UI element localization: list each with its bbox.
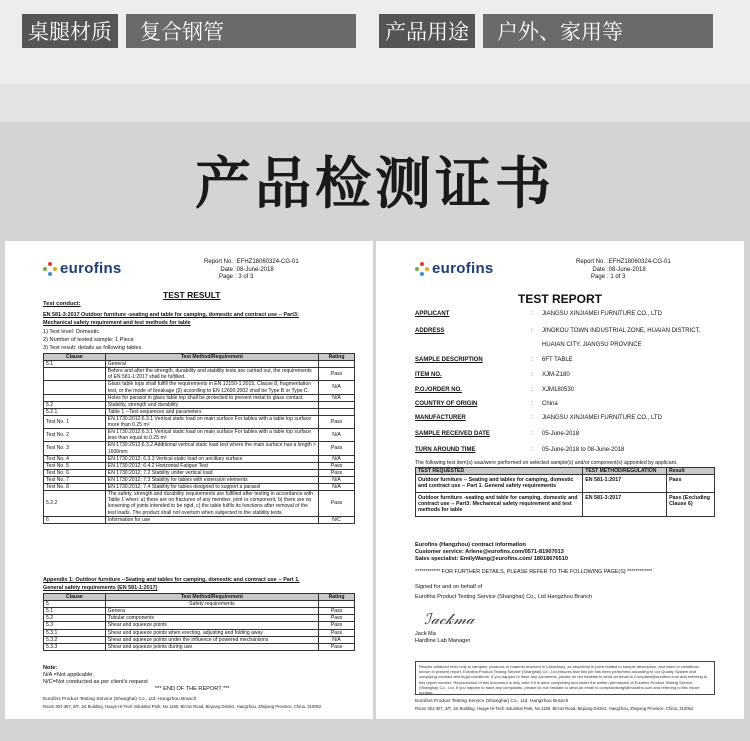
document-title: TEST REPORT bbox=[518, 292, 603, 306]
table-row bbox=[44, 462, 355, 469]
clause-cell: 5.3.2 bbox=[44, 636, 106, 643]
method-cell: EN 1730:2012; 7.2 Stability under vertical load bbox=[105, 469, 318, 476]
rating-cell: Pass bbox=[319, 629, 355, 636]
table-row bbox=[44, 601, 355, 608]
table-row bbox=[44, 643, 355, 650]
rating-cell: N/A bbox=[319, 484, 355, 491]
rating-cell: Pass bbox=[319, 643, 355, 650]
table-row bbox=[44, 394, 355, 401]
note-nc: N/C=Not conducted as per client's request bbox=[43, 679, 148, 685]
sales-specialist: Sales specialist: EmilyWang@eurofins.com/ 18018676510 bbox=[415, 556, 568, 562]
table-row bbox=[44, 636, 355, 643]
clause-cell: Test No. 4 bbox=[44, 455, 106, 462]
report-date: :08-June-2018 bbox=[235, 266, 274, 273]
test-method-cell: EN 581-3:2017 bbox=[583, 492, 667, 516]
eurofins-dots-icon bbox=[43, 262, 57, 276]
leg-material-value: 复合钢管 bbox=[126, 14, 356, 48]
table-row bbox=[44, 381, 355, 394]
rating-cell: N/C bbox=[319, 516, 355, 523]
result-intro: 3) Test result: details as following tables bbox=[43, 345, 142, 351]
field-label: P.O./ORDER NO. bbox=[415, 387, 462, 393]
clause-cell: Test No. 5 bbox=[44, 462, 106, 469]
note-title: Note: bbox=[43, 665, 58, 671]
customer-service: Customer service: Arlene@eurofins.com/0571-81907013 bbox=[415, 549, 564, 555]
table-row bbox=[44, 429, 355, 442]
table-row bbox=[44, 484, 355, 491]
signed-org: Eurofins Product Testing Service (Shanghai) Co., Ltd Hangzhou Branch bbox=[415, 594, 593, 600]
rating-cell: Pass bbox=[319, 368, 355, 381]
rating-cell: Pass bbox=[319, 415, 355, 428]
method-cell: Safety requirements bbox=[105, 601, 318, 608]
brand-name: eurofins bbox=[60, 260, 122, 277]
field-label: APPLICANT bbox=[415, 311, 450, 317]
leg-material-label: 桌腿材质 bbox=[22, 14, 118, 48]
sample-count: 2) Number of tested sample: 1 Piece bbox=[43, 337, 134, 343]
table-row bbox=[44, 622, 355, 629]
field-value: XJM-Z180 bbox=[542, 372, 570, 378]
test-report-document: eurofins Report No. :EFHZ18060324-CG-01 Date :08-June-2018 Page : 1 of 3 TEST REPORT APPLICANT : JIANGSU XINJIAMEI FURNITURE CO., LTD ADDRESS : JINGKOU TOWN INDUSTRIAL ZONE, HUAIAN DISTRICT, HUAIAN CITY, JIANGSU PROVINCE SAMPLE DESCRIPTION : 6FT TABLE ITEM NO. : XJM-Z180 P.O./ORDER NO. : XJM180530 COUNTRY OF ORIGIN : China MANUFACTURER : JIANGSU XINJIAMEI FURNITURE CO., LTD SAMPLE RECEIVED DATE : 05-June-2018 TURN AROUND TIME : 05-June-2018 to 08-June-2018 The following test item(s) was/were performed on selected sample(s) and/or component(s) appointed by applicant. TEST REQUESTED TEST METHOD/REGULATION Result Outdoor furniture -- Seating and tables for camping, domestic and contract use -- Part 1. General safety requirements EN 581-1:2017 Pass Outdoor furniture -seating and table for camping, domestic and contract use -- Part3: Mechanical safety requirement and test methods for table EN 581-3:2017 Pass (Excluding Clause 6) Eurofins (Hangzhou) contract information Customer service: Arlene@eurofins.com/0571-81907013 Sales specialist: EmilyWang@eurofins.com/ 18018676510 ************ FOR FURTHER DETAILS, PLEASE REFER TO THE FOLLOWING PAGE(S) ************ Signed for and on behalf of Eurofins Product Testing Service (Shanghai) Co., Ltd Hangzhou Branch ℐ𝒶𝒸𝓀𝓂𝒶 Jack Ma Hardline Lab Manager Results obtained refer only to samples, products or material received in Laboratory, as described in point related to sample description, and listed in conditions shown in present report. Eurofins Product Testing Service (Shanghai) Co., Ltd ensures that this job has been performed according to our Quality System and complying contract and legal conditions. If you happen to have any comments, please do not hesitate to send an email to Complaint@eurofins.com and referring to this report number. Reproduction of this document is only valid if it is done completely and under the written permission of Eurofins Product Testing Service (Shanghai) Co., Ltd. If you happen to have any complaints, please do not hesitate to send an email to complaintsmgt@eurofins.com and referring to this report number. Eurofins Product Testing Service (Shanghai) Co., Ltd. Hangzhou Branch Room 301-307, 3/F, 1st Building, Huaye Hi-Tech Industrial Park, No.1180, Bin'an Road, Binjiang District, Hangzhou, Zhejiang Province, China, 310052 bbox=[376, 241, 744, 719]
product-use-value: 户外、家用等 bbox=[483, 14, 713, 48]
signer-title: Hardline Lab Manager bbox=[415, 638, 471, 644]
rating-cell bbox=[319, 408, 355, 415]
col-rating: Rating bbox=[319, 354, 355, 361]
report-no: :EFHZ18060324-CG-01 bbox=[607, 259, 671, 265]
rating-cell: N/A bbox=[319, 636, 355, 643]
document-title: TEST RESULT bbox=[163, 290, 221, 300]
test-method-cell: EN 581-1:2017 bbox=[583, 475, 667, 493]
rating-cell bbox=[319, 361, 355, 368]
leg-material-pill bbox=[22, 14, 356, 48]
note-na: N/A =Not applicable; bbox=[43, 672, 94, 678]
table-row bbox=[44, 476, 355, 483]
clause-cell: Test No. 7 bbox=[44, 476, 106, 483]
clause-cell: 5.3.1 bbox=[44, 629, 106, 636]
report-meta: Report No. :EFHZ18060324-CG-01 Date :08-June-2018 Page : 1 of 3 bbox=[575, 259, 671, 280]
method-cell: Glass table tops shall fulfill the requirements in EN 12150-1:2015, Clause 8, fragmentation test, or the mode of breakage (β) according to EN 12600:2002 shall be Type B or Type C. bbox=[105, 381, 318, 394]
method-cell: The safety, strength and durability requirements are fulfilled after testing in accordance with Table 1 when: a) there are no fractures of any member, joint or component, b) there are no loosening of joints intended to be rigid, c) the table fulfils its functions after removal of the test loads. The product shall not overturn when subjected to the stability tests. bbox=[105, 491, 318, 516]
field-value: China bbox=[542, 401, 558, 407]
rating-cell: N/A bbox=[319, 381, 355, 394]
col-test-requested: TEST REQUESTED bbox=[416, 468, 583, 475]
disclaimer-box: Results obtained refer only to samples, products or material received in Laboratory, as described in point related to sample description, and listed in conditions shown in present report. Eurofins Product Testing Service (Shanghai) Co., Ltd ensures that this job has been performed according to our Quality System and complying contract and legal conditions. If you happen to have any comments, please do not hesitate to send an email to Complaint@eurofins.com and referring to this report number. Reproduction of this document is only valid if it is done completely and under the written permission of Eurofins Product Testing Service (Shanghai) Co., Ltd. If you happen to have any complaints, please do not hesitate to send an email to complaintsmgt@eurofins.com and referring to this report number. bbox=[415, 661, 715, 695]
tests-requested-table bbox=[415, 467, 715, 517]
rating-cell: Pass bbox=[319, 469, 355, 476]
clause-cell: Test No. 6 bbox=[44, 469, 106, 476]
standard-line-1: EN 581-3:2017 Outdoor furniture -seating and table for camping, domestic and contract use -- Part3: bbox=[43, 312, 299, 318]
table-row bbox=[44, 408, 355, 415]
footer-company: Eurofins Product Testing Service (Shanghai) Co., Ltd. Hangzhou Branch bbox=[43, 697, 197, 702]
rating-cell: Pass bbox=[319, 608, 355, 615]
field-label: ADDRESS bbox=[415, 328, 445, 334]
table-row bbox=[44, 469, 355, 476]
signed-for: Signed for and on behalf of bbox=[415, 584, 483, 590]
clause-cell: 6 bbox=[44, 516, 106, 523]
report-meta: Report No. :EFHZ18060324-CG-01 Date :08-June-2018 Page : 3 of 3 bbox=[203, 259, 299, 280]
signature: ℐ𝒶𝒸𝓀𝓂𝒶 bbox=[424, 610, 475, 628]
method-cell: Tubular components bbox=[105, 615, 318, 622]
appendix-table: Clause Test Method/Requirement Rating 5 Safety requirements 5.1 Genera Pass 5.2 Tubular components Pass 5.3 Shear and squeeze points Pass 5.3.1 Shear and squeeze points when erecting, adjusting and folding away Pass 5.3.2 Shear and squeeze points under the influence of powered mechanisms N/A 5.3.3 Shear and squeeze points during use Pass bbox=[43, 593, 355, 651]
method-cell: EN 1730:2012; 6.4.2 Horizontal Fatigue Test bbox=[105, 462, 318, 469]
eurofins-logo bbox=[43, 259, 122, 279]
field-label: ITEM NO. bbox=[415, 372, 442, 378]
table-row bbox=[44, 455, 355, 462]
table-row bbox=[44, 491, 355, 516]
field-value: 05-June-2018 to 08-June-2018 bbox=[542, 447, 625, 453]
footer-company: Eurofins Product Testing Service (Shanghai) Co., Ltd. Hangzhou Branch bbox=[415, 699, 569, 704]
test-level: 1) Test level: Domestic bbox=[43, 329, 100, 335]
table-row bbox=[416, 475, 715, 493]
table-row bbox=[44, 516, 355, 523]
product-use-pill bbox=[379, 14, 713, 48]
method-cell: Holes for parasol in glass table top shall be protected to prevent metal to glass contact. bbox=[105, 394, 318, 401]
rating-cell: Pass bbox=[319, 622, 355, 629]
table-row bbox=[44, 608, 355, 615]
report-no: :EFHZ18060324-CG-01 bbox=[235, 259, 299, 265]
clause-cell: 5.3.3 bbox=[44, 643, 106, 650]
signer-name: Jack Ma bbox=[415, 631, 436, 637]
table-row bbox=[44, 442, 355, 455]
field-label: SAMPLE DESCRIPTION bbox=[415, 357, 483, 363]
following-note: The following test item(s) was/were performed on selected sample(s) and/or component(s) appointed by applicant. bbox=[415, 460, 678, 466]
col-method: Test Method/Requirement bbox=[105, 354, 318, 361]
field-value: 05-June-2018 bbox=[542, 431, 580, 437]
report-page: : 3 of 3 bbox=[235, 274, 254, 280]
brand-name: eurofins bbox=[432, 260, 494, 277]
appendix-line-2: General safety requirements (EN 581-1:2017) bbox=[43, 585, 158, 591]
col-clause: Clause bbox=[44, 354, 106, 361]
table-row bbox=[44, 615, 355, 622]
field-value: JINGKOU TOWN INDUSTRIAL ZONE, HUAIAN DISTRICT, bbox=[542, 328, 701, 334]
method-cell: EN 1730:2012; 7.3 Stability for tables with extension elements bbox=[105, 476, 318, 483]
test-result-document bbox=[5, 241, 373, 719]
table-row bbox=[44, 361, 355, 368]
report-page: : 1 of 3 bbox=[607, 274, 626, 280]
clause-cell bbox=[44, 394, 106, 401]
contact-title: Eurofins (Hangzhou) contract information bbox=[415, 542, 526, 548]
method-cell: Shear and squeeze points under the influence of powered mechanisms bbox=[105, 636, 318, 643]
method-cell: General bbox=[105, 361, 318, 368]
field-value: JIANGSU XINJIAMEI FURNITURE CO., LTD bbox=[542, 311, 662, 317]
method-cell: Shear and squeeze points during use bbox=[105, 643, 318, 650]
test-requested-cell: Outdoor furniture -seating and table for camping, domestic and contract use -- Part3: Mechanical safety requirement and test methods for table bbox=[416, 492, 583, 516]
clause-cell: 5.2.1 bbox=[44, 408, 106, 415]
clause-cell bbox=[44, 381, 106, 394]
field-label: MANUFACTURER bbox=[415, 415, 466, 421]
appendix-line-1: Appendix 1: Outdoor furniture --Seating and tables for camping, domestic and contract use -- Part 1. bbox=[43, 577, 300, 583]
clause-cell: 5.3 bbox=[44, 622, 106, 629]
method-cell: Shear and squeeze points when erecting, adjusting and folding away bbox=[105, 629, 318, 636]
table-row bbox=[44, 629, 355, 636]
method-cell: EN 1730:2012;6.3.1 Vertical static load on main surface For tables with a table top surface less than equal to 0.25 m² bbox=[105, 429, 318, 442]
field-value: XJM180530 bbox=[542, 387, 575, 393]
further-details: ************ FOR FURTHER DETAILS, PLEASE REFER TO THE FOLLOWING PAGE(S) ************ bbox=[415, 569, 653, 575]
rating-cell: Pass bbox=[319, 615, 355, 622]
field-label: COUNTRY OF ORIGIN bbox=[415, 401, 478, 407]
method-cell: Table 1 --Test sequences and parameters bbox=[105, 408, 318, 415]
method-cell: Information for use bbox=[105, 516, 318, 523]
rating-cell: N/A bbox=[319, 429, 355, 442]
col-test-method: TEST METHOD/REGULATION bbox=[583, 468, 667, 475]
rating-cell: N/A bbox=[319, 455, 355, 462]
rating-cell bbox=[319, 601, 355, 608]
clause-cell: Test No. 8 bbox=[44, 484, 106, 491]
method-cell: EN 1730:2012;6.3.1 Vertical static load on main surface For tables with a table top surface more than 0.25 m² bbox=[105, 415, 318, 428]
field-value: HUAIAN CITY, JIANGSU PROVINCE bbox=[542, 342, 642, 348]
test-requested-cell: Outdoor furniture -- Seating and tables for camping, domestic and contract use -- Part 1. General safety requirements bbox=[416, 475, 583, 493]
rating-cell bbox=[319, 401, 355, 408]
footer-address: Room 301-307, 3/F, 1st Building, Huaye Hi-Tech Industrial Park, No.1180, Bin'an Road, Binjiang District, Hangzhou, Zhejiang Province, China, 310052 bbox=[43, 704, 322, 709]
table-row bbox=[44, 401, 355, 408]
product-use-label: 产品用途 bbox=[379, 14, 475, 48]
method-cell: Before and after the strength, durability and stability tests are carried out, the requirements of EN 581-1:2017 shall be fulfilled. bbox=[105, 368, 318, 381]
clause-cell: Test No. 1 bbox=[44, 415, 106, 428]
table-row bbox=[416, 492, 715, 516]
method-cell: Genera bbox=[105, 608, 318, 615]
method-cell: EN 1730:2012;6.3.2 Additional vertical static load test where the main surface has a length > 1600mm bbox=[105, 442, 318, 455]
clause-cell: 5.1 bbox=[44, 608, 106, 615]
rating-cell: Pass bbox=[319, 462, 355, 469]
test-conduct-heading: Test conduct: bbox=[43, 301, 81, 307]
clause-cell bbox=[44, 368, 106, 381]
header-band bbox=[0, 84, 750, 122]
clause-cell: Test No. 2 bbox=[44, 429, 106, 442]
field-label: SAMPLE RECEIVED DATE bbox=[415, 431, 490, 437]
field-value: 6FT TABLE bbox=[542, 357, 573, 363]
rating-cell: N/A bbox=[319, 476, 355, 483]
col-result: Result bbox=[667, 468, 715, 475]
standard-line-2: Mechanical safety requirement and test methods for table bbox=[43, 320, 191, 326]
clause-cell: Test No. 3 bbox=[44, 442, 106, 455]
report-date: :08-June-2018 bbox=[607, 266, 646, 273]
method-cell: Shear and squeeze points bbox=[105, 622, 318, 629]
table-row bbox=[44, 415, 355, 428]
test-result-table bbox=[43, 353, 355, 524]
method-cell: Stability, strength and durability bbox=[105, 401, 318, 408]
clause-cell: 5.2.2 bbox=[44, 491, 106, 516]
clause-cell: 5 bbox=[44, 601, 106, 608]
end-of-report: *** END OF THE REPORT *** bbox=[155, 686, 230, 692]
clause-cell: 5.2 bbox=[44, 615, 106, 622]
field-value: JIANGSU XINJIAMEI FURNITURE CO., LTD bbox=[542, 415, 662, 421]
rating-cell: Pass bbox=[319, 491, 355, 516]
eurofins-dots-icon bbox=[415, 262, 429, 276]
clause-cell: 5.1 bbox=[44, 361, 106, 368]
result-cell: Pass (Excluding Clause 6) bbox=[667, 492, 715, 516]
footer-address: Room 301-307, 3/F, 1st Building, Huaye Hi-Tech Industrial Park, No.1180, Bin'an Road, Binjiang District, Hangzhou, Zhejiang Province, China, 310052 bbox=[415, 706, 694, 711]
eurofins-logo bbox=[415, 259, 494, 279]
rating-cell: N/A bbox=[319, 394, 355, 401]
page-title: 产品检测证书 bbox=[195, 152, 555, 217]
result-cell: Pass bbox=[667, 475, 715, 493]
method-cell: EN 1730:2012; 6.3.3 Vertical static load on ancillary surface bbox=[105, 455, 318, 462]
clause-cell: 5.2 bbox=[44, 401, 106, 408]
rating-cell: Pass bbox=[319, 442, 355, 455]
method-cell: EN 1730:2012; 7.4 Stability for tables designed to support a parasol bbox=[105, 484, 318, 491]
table-row bbox=[44, 368, 355, 381]
field-label: TURN AROUND TIME bbox=[415, 447, 476, 453]
